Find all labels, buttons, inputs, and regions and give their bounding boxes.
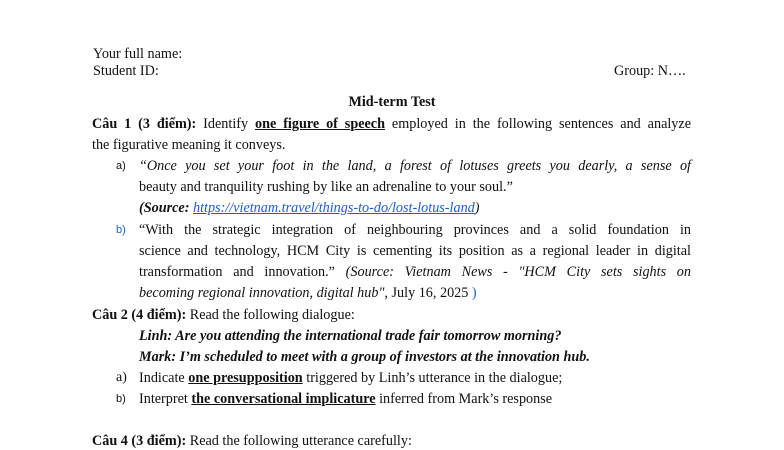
q1-a-line2: beauty and tranquility rushing by like an adrenaline to your soul.” <box>139 179 513 195</box>
q2-heading-line <box>92 306 355 324</box>
q1-b-line4 <box>139 284 477 302</box>
q1-a-label: a) <box>116 160 126 172</box>
q1-text-b: employed in the following sentences and analyze <box>391 116 691 132</box>
q1-text-c: the figurative meaning it conveys. <box>92 137 286 153</box>
q2-a-label: a) <box>116 370 127 385</box>
q2-b-text-b: inferred from Mark’s response <box>379 391 553 407</box>
page-title: Mid-term Test <box>348 94 436 110</box>
q2-b-emphasis: the conversational implicature <box>191 391 376 407</box>
q2-mark-line <box>139 348 590 366</box>
q4-heading-line <box>92 432 412 450</box>
q4-intro: Read the following utterance carefully: <box>189 433 412 449</box>
q1-b-link-paren[interactable]: ) <box>471 285 477 301</box>
source-link[interactable]: https://vietnam.travel/things-to-do/lost-lotus-land <box>193 200 475 216</box>
q2-mark: Mark: I’m scheduled to meet with a group of investors at the innovation hub. <box>139 349 590 365</box>
q2-linh-line <box>139 327 561 345</box>
q2-a-line <box>139 369 562 387</box>
q1-text-a: Identify <box>203 116 249 132</box>
q2-b-label: b) <box>116 393 126 405</box>
q1-b-line4-italic: becoming regional innovation, digital hub" <box>139 285 385 301</box>
q2-a-text-b: triggered by Linh’s utterance in the dialogue; <box>306 370 563 386</box>
q1-b-line2: science and technology, HCM City is cementing its position as a regional leader in digital <box>139 243 691 259</box>
q2-b-line <box>139 390 552 408</box>
q2-heading: Câu 2 (4 điểm): <box>92 307 187 323</box>
q1-a-line1 <box>139 157 691 175</box>
q1-b-label: b) <box>116 224 126 236</box>
group-label: Group: N…. <box>614 63 686 79</box>
q2-a-text-a: Indicate <box>139 370 185 386</box>
q1-a-source-prefix: (Source: <box>139 200 193 216</box>
q2-b-text-a: Interpret <box>139 391 188 407</box>
q1-b-line4-plain: , July 16, 2025 <box>384 285 472 301</box>
q1-b-line3-italic: (Source: Vietnam News - "HCM City sets sights on <box>345 264 691 280</box>
q1-heading-line <box>92 115 691 133</box>
q1-a-line1-text: “Once you set your foot in the land, a forest of lotuses greets you dearly, a sense of <box>139 158 691 174</box>
student-id-label: Student ID: <box>93 63 159 79</box>
q2-intro: Read the following dialogue: <box>189 307 355 323</box>
q1-b-line1: “With the strategic integration of neighbouring provinces and a solid foundation in <box>139 222 691 238</box>
q1-a-source <box>139 199 480 217</box>
q2-linh: Linh: Are you attending the international trade fair tomorrow morning? <box>139 328 562 344</box>
name-label: Your full name: <box>93 46 183 62</box>
q1-heading: Câu 1 (3 điểm): <box>92 116 197 132</box>
q2-a-emphasis: one presupposition <box>188 370 303 386</box>
q1-emphasis: one figure of speech <box>255 116 385 132</box>
q1-a-source-suffix: ) <box>474 200 480 216</box>
q4-heading: Câu 4 (3 điểm): <box>92 433 187 449</box>
q1-b-line3 <box>139 263 691 281</box>
q1-b-line3-plain: transformation and innovation.” <box>139 264 335 280</box>
